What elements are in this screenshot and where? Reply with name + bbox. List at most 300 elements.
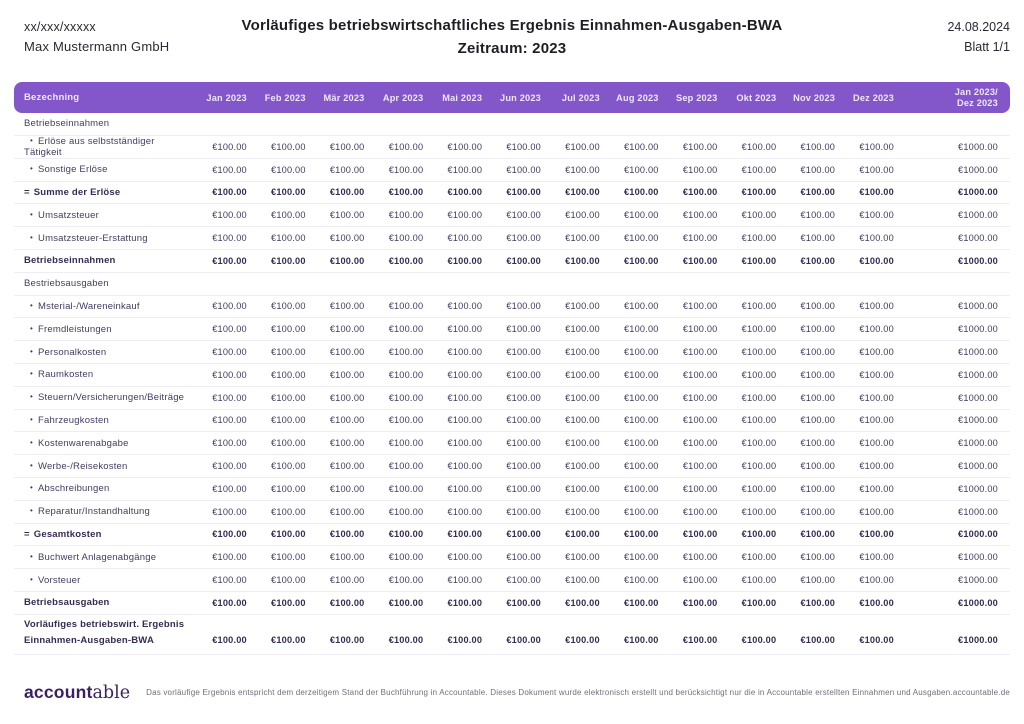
month-value: €100.00 <box>859 461 894 472</box>
month-value: €100.00 <box>271 255 306 266</box>
month-value: €100.00 <box>271 552 306 563</box>
month-value: €100.00 <box>624 233 659 244</box>
equals-sign: = <box>24 528 30 540</box>
month-value: €100.00 <box>859 347 894 358</box>
total-value: €1000.00 <box>958 461 998 472</box>
row-label <box>14 552 192 563</box>
column-header-month: Jun 2023 <box>500 92 541 103</box>
month-value: €100.00 <box>506 597 541 608</box>
row-label-text: Sonstige Erlöse <box>38 164 108 176</box>
month-value: €100.00 <box>447 461 483 472</box>
month-value: €100.00 <box>506 141 541 152</box>
month-value: €100.00 <box>859 301 894 312</box>
month-value: €100.00 <box>741 233 777 244</box>
table-row <box>14 546 1010 569</box>
month-value: €100.00 <box>329 301 365 312</box>
column-header-month: Nov 2023 <box>793 92 836 103</box>
document-meta-left <box>24 20 169 54</box>
month-value: €100.00 <box>624 347 659 358</box>
month-value: €100.00 <box>447 255 483 266</box>
row-label <box>14 324 192 335</box>
document-header <box>0 0 1024 62</box>
month-value: €100.00 <box>859 506 894 517</box>
month-value: €100.00 <box>447 392 483 403</box>
month-value: €100.00 <box>565 575 600 586</box>
row-label <box>14 415 192 426</box>
month-value: €100.00 <box>212 255 247 266</box>
month-value: €100.00 <box>565 369 600 380</box>
month-value: €100.00 <box>682 164 718 175</box>
row-label <box>14 233 192 244</box>
equals-sign: = <box>24 186 30 198</box>
month-value: €100.00 <box>271 141 306 152</box>
month-value: €100.00 <box>212 369 247 380</box>
column-header-month: Mär 2023 <box>323 92 365 103</box>
table-row <box>14 113 1010 136</box>
month-value: €100.00 <box>388 233 424 244</box>
month-value: €100.00 <box>565 324 600 335</box>
month-value: €100.00 <box>506 438 541 449</box>
table-row <box>14 569 1010 592</box>
month-value: €100.00 <box>741 324 777 335</box>
month-value: €100.00 <box>212 233 247 244</box>
month-value: €100.00 <box>271 634 306 645</box>
month-value: €100.00 <box>329 210 365 221</box>
month-value: €100.00 <box>447 164 483 175</box>
month-value: €100.00 <box>624 210 659 221</box>
month-value: €100.00 <box>741 438 777 449</box>
row-label-line: Vorläufiges betriebswirt. Ergebnis <box>24 618 185 630</box>
month-value: €100.00 <box>388 301 424 312</box>
table-row <box>14 341 1010 364</box>
month-value: €100.00 <box>388 483 424 494</box>
month-value: €100.00 <box>271 301 306 312</box>
document-title-block <box>162 17 862 57</box>
month-value: €100.00 <box>624 187 659 198</box>
month-value: €100.00 <box>271 461 306 472</box>
column-header-month: Jul 2023 <box>561 92 600 103</box>
month-value: €100.00 <box>682 506 718 517</box>
document-date: 24.08.2024 <box>947 20 1010 34</box>
month-value: €100.00 <box>329 483 365 494</box>
month-value: €100.00 <box>565 392 600 403</box>
month-value: €100.00 <box>271 347 306 358</box>
month-value: €100.00 <box>800 529 836 540</box>
month-value: €100.00 <box>212 301 247 312</box>
month-value: €100.00 <box>388 392 424 403</box>
month-value: €100.00 <box>565 552 600 563</box>
month-value: €100.00 <box>741 347 777 358</box>
month-value: €100.00 <box>506 575 541 586</box>
month-value: €100.00 <box>212 634 247 645</box>
month-value: €100.00 <box>682 324 718 335</box>
row-label <box>14 506 192 517</box>
month-value: €100.00 <box>271 369 306 380</box>
company-name: Max Mustermann GmbH <box>24 39 170 54</box>
row-label-text: Fremdleistungen <box>38 323 112 335</box>
document-number: xx/xxx/xxxxx <box>24 20 96 34</box>
total-value: €1000.00 <box>958 187 998 198</box>
row-label-text: Fahrzeugkosten <box>38 414 109 426</box>
row-label-text: Abschreibungen <box>38 483 110 495</box>
month-value: €100.00 <box>329 634 365 645</box>
column-header-month: Jan 2023 <box>206 92 247 103</box>
month-value: €100.00 <box>741 301 777 312</box>
bullet-icon: • <box>30 414 34 424</box>
row-label <box>14 575 192 586</box>
table-row <box>14 478 1010 501</box>
month-value: €100.00 <box>506 301 541 312</box>
month-value: €100.00 <box>859 187 894 198</box>
month-value: €100.00 <box>682 141 718 152</box>
row-label <box>14 529 192 540</box>
row-label-text: Summe der Erlöse <box>33 186 121 198</box>
month-value: €100.00 <box>859 552 894 563</box>
row-label: Betriebseinnahmen <box>24 255 116 267</box>
month-value: €100.00 <box>800 575 836 586</box>
month-value: €100.00 <box>624 164 659 175</box>
month-value: €100.00 <box>271 415 306 426</box>
month-value: €100.00 <box>212 187 247 198</box>
month-value: €100.00 <box>800 141 836 152</box>
bullet-icon: • <box>30 483 34 493</box>
row-label-text: Werbe-/Reisekosten <box>38 460 128 472</box>
month-value: €100.00 <box>859 141 894 152</box>
month-value: €100.00 <box>388 575 424 586</box>
row-label-text: Personalkosten <box>38 346 107 358</box>
row-label <box>14 617 192 654</box>
month-value: €100.00 <box>624 575 659 586</box>
month-value: €100.00 <box>800 255 836 266</box>
month-value: €100.00 <box>624 141 659 152</box>
total-value: €1000.00 <box>958 438 998 449</box>
row-label-text: Msterial-/Wareneinkauf <box>38 300 140 312</box>
column-header-month: Mai 2023 <box>442 92 483 103</box>
month-value: €100.00 <box>565 255 600 266</box>
column-header-total-line1: Jan 2023/ <box>954 86 998 97</box>
row-label <box>14 164 192 175</box>
table-row <box>14 159 1010 182</box>
month-value: €100.00 <box>800 369 836 380</box>
month-value: €100.00 <box>800 552 836 563</box>
month-value: €100.00 <box>624 415 659 426</box>
table-row <box>14 318 1010 341</box>
month-value: €100.00 <box>859 369 894 380</box>
month-value: €100.00 <box>271 210 306 221</box>
month-value: €100.00 <box>859 255 894 266</box>
month-value: €100.00 <box>565 634 600 645</box>
row-label-text: Vorsteuer <box>38 574 81 586</box>
month-value: €100.00 <box>800 597 836 608</box>
row-label-text: Umsatzsteuer-Erstattung <box>38 232 148 244</box>
bullet-icon: • <box>30 346 34 356</box>
table-row <box>14 182 1010 205</box>
month-value: €100.00 <box>800 506 836 517</box>
month-value: €100.00 <box>800 438 836 449</box>
month-value: €100.00 <box>329 141 365 152</box>
month-value: €100.00 <box>271 164 306 175</box>
month-value: €100.00 <box>329 529 365 540</box>
row-label-text: Gesamtkosten <box>33 528 102 540</box>
month-value: €100.00 <box>800 210 836 221</box>
column-header-month: Feb 2023 <box>264 92 306 103</box>
table-row <box>14 387 1010 410</box>
month-value: €100.00 <box>329 392 365 403</box>
month-value: €100.00 <box>800 392 836 403</box>
month-value: €100.00 <box>741 552 777 563</box>
month-value: €100.00 <box>741 255 777 266</box>
month-value: €100.00 <box>447 483 483 494</box>
month-value: €100.00 <box>271 575 306 586</box>
month-value: €100.00 <box>624 506 659 517</box>
month-value: €100.00 <box>741 529 777 540</box>
month-value: €100.00 <box>682 210 718 221</box>
row-label <box>14 301 192 312</box>
month-value: €100.00 <box>565 210 600 221</box>
logo-text-serif: able <box>92 683 131 703</box>
month-value: €100.00 <box>506 347 541 358</box>
document-subtitle: Zeitraum: 2023 <box>457 40 567 57</box>
month-value: €100.00 <box>565 415 600 426</box>
bullet-icon: • <box>30 551 34 561</box>
month-value: €100.00 <box>682 552 718 563</box>
table-row <box>14 501 1010 524</box>
table-row <box>14 615 1010 655</box>
month-value: €100.00 <box>447 324 483 335</box>
column-header-month: Sep 2023 <box>676 92 718 103</box>
total-value: €1000.00 <box>958 634 998 645</box>
month-value: €100.00 <box>624 369 659 380</box>
row-label: Betriebseinnahmen <box>24 118 110 130</box>
row-label-text: Kostenwarenabgabe <box>38 437 129 449</box>
total-value: €1000.00 <box>958 529 998 540</box>
sheet-number: Blatt 1/1 <box>964 40 1010 54</box>
month-value: €100.00 <box>624 438 659 449</box>
month-value: €100.00 <box>212 324 247 335</box>
month-value: €100.00 <box>388 461 424 472</box>
month-value: €100.00 <box>800 301 836 312</box>
month-value: €100.00 <box>271 187 306 198</box>
month-value: €100.00 <box>388 506 424 517</box>
month-value: €100.00 <box>741 210 777 221</box>
total-value: €1000.00 <box>958 597 998 608</box>
month-value: €100.00 <box>271 483 306 494</box>
total-value: €1000.00 <box>958 369 998 380</box>
month-value: €100.00 <box>506 392 541 403</box>
month-value: €100.00 <box>859 438 894 449</box>
total-value: €1000.00 <box>958 483 998 494</box>
month-value: €100.00 <box>624 483 659 494</box>
month-value: €100.00 <box>741 506 777 517</box>
month-value: €100.00 <box>565 597 600 608</box>
month-value: €100.00 <box>506 187 541 198</box>
month-value: €100.00 <box>682 255 718 266</box>
month-value: €100.00 <box>388 529 424 540</box>
month-value: €100.00 <box>329 233 365 244</box>
month-value: €100.00 <box>212 552 247 563</box>
total-value: €1000.00 <box>958 324 998 335</box>
month-value: €100.00 <box>506 634 541 645</box>
row-label <box>14 369 192 380</box>
month-value: €100.00 <box>565 483 600 494</box>
total-value: €1000.00 <box>958 347 998 358</box>
month-value: €100.00 <box>565 461 600 472</box>
month-value: €100.00 <box>388 324 424 335</box>
month-value: €100.00 <box>682 187 718 198</box>
bwa-table <box>14 82 1010 655</box>
total-value: €1000.00 <box>958 210 998 221</box>
month-value: €100.00 <box>506 529 541 540</box>
month-value: €100.00 <box>388 347 424 358</box>
month-value: €100.00 <box>447 575 483 586</box>
row-label <box>14 136 192 158</box>
month-value: €100.00 <box>212 210 247 221</box>
row-label-text: Buchwert Anlagenabgänge <box>38 551 157 563</box>
document-footer <box>14 682 1010 703</box>
bullet-icon: • <box>30 574 34 584</box>
table-row <box>14 136 1010 159</box>
month-value: €100.00 <box>329 552 365 563</box>
month-value: €100.00 <box>624 597 659 608</box>
month-value: €100.00 <box>800 415 836 426</box>
month-value: €100.00 <box>682 347 718 358</box>
month-value: €100.00 <box>741 164 777 175</box>
month-value: €100.00 <box>212 483 247 494</box>
row-label-text: Umsatzsteuer <box>38 209 100 221</box>
month-value: €100.00 <box>212 141 247 152</box>
month-value: €100.00 <box>682 233 718 244</box>
month-value: €100.00 <box>682 415 718 426</box>
month-value: €100.00 <box>800 233 836 244</box>
bullet-icon: • <box>30 232 34 242</box>
month-value: €100.00 <box>741 392 777 403</box>
month-value: €100.00 <box>859 233 894 244</box>
month-value: €100.00 <box>506 483 541 494</box>
row-label: Bestriebsausgaben <box>24 278 109 290</box>
month-value: €100.00 <box>506 369 541 380</box>
month-value: €100.00 <box>741 141 777 152</box>
month-value: €100.00 <box>741 483 777 494</box>
month-value: €100.00 <box>800 324 836 335</box>
month-value: €100.00 <box>329 438 365 449</box>
row-label <box>14 347 192 358</box>
row-label <box>14 461 192 472</box>
month-value: €100.00 <box>624 324 659 335</box>
month-value: €100.00 <box>212 347 247 358</box>
total-value: €1000.00 <box>958 552 998 563</box>
table-row <box>14 432 1010 455</box>
month-value: €100.00 <box>506 461 541 472</box>
month-value: €100.00 <box>565 187 600 198</box>
month-value: €100.00 <box>388 255 424 266</box>
month-value: €100.00 <box>506 324 541 335</box>
month-value: €100.00 <box>859 164 894 175</box>
month-value: €100.00 <box>565 506 600 517</box>
month-value: €100.00 <box>682 461 718 472</box>
month-value: €100.00 <box>859 210 894 221</box>
month-value: €100.00 <box>624 461 659 472</box>
bullet-icon: • <box>30 300 34 310</box>
month-value: €100.00 <box>506 415 541 426</box>
bullet-icon: • <box>30 460 34 470</box>
month-value: €100.00 <box>741 415 777 426</box>
month-value: €100.00 <box>506 233 541 244</box>
document-title: Vorläufiges betriebswirtschaftliches Ergebnis Einnahmen-Ausgaben-BWA <box>241 17 783 34</box>
month-value: €100.00 <box>682 392 718 403</box>
row-label <box>14 392 192 403</box>
month-value: €100.00 <box>388 210 424 221</box>
month-value: €100.00 <box>447 233 483 244</box>
column-header-month: Aug 2023 <box>616 92 659 103</box>
month-value: €100.00 <box>565 438 600 449</box>
row-label-line: Einnahmen-Ausgaben-BWA <box>24 634 155 646</box>
month-value: €100.00 <box>447 438 483 449</box>
month-value: €100.00 <box>859 415 894 426</box>
column-header-month: Okt 2023 <box>736 92 777 103</box>
bullet-icon: • <box>30 437 34 447</box>
table-row <box>14 364 1010 387</box>
month-value: €100.00 <box>212 415 247 426</box>
month-value: €100.00 <box>859 324 894 335</box>
bullet-icon: • <box>30 506 34 516</box>
table-row <box>14 592 1010 615</box>
month-value: €100.00 <box>447 597 483 608</box>
footer-website: accountable.de <box>952 688 1010 697</box>
month-value: €100.00 <box>682 597 718 608</box>
month-value: €100.00 <box>329 415 365 426</box>
month-value: €100.00 <box>741 369 777 380</box>
month-value: €100.00 <box>329 506 365 517</box>
month-value: €100.00 <box>682 301 718 312</box>
total-value: €1000.00 <box>958 141 998 152</box>
month-value: €100.00 <box>388 552 424 563</box>
month-value: €100.00 <box>447 415 483 426</box>
month-value: €100.00 <box>506 210 541 221</box>
month-value: €100.00 <box>624 634 659 645</box>
month-value: €100.00 <box>271 392 306 403</box>
month-value: €100.00 <box>624 255 659 266</box>
month-value: €100.00 <box>212 392 247 403</box>
table-row <box>14 227 1010 250</box>
month-value: €100.00 <box>329 461 365 472</box>
column-header-label: Bezechning <box>24 92 80 103</box>
month-value: €100.00 <box>741 597 777 608</box>
month-value: €100.00 <box>800 164 836 175</box>
month-value: €100.00 <box>447 369 483 380</box>
month-value: €100.00 <box>565 347 600 358</box>
total-value: €1000.00 <box>958 415 998 426</box>
month-value: €100.00 <box>212 438 247 449</box>
bullet-icon: • <box>30 135 34 145</box>
month-value: €100.00 <box>859 392 894 403</box>
month-value: €100.00 <box>329 347 365 358</box>
month-value: €100.00 <box>506 255 541 266</box>
month-value: €100.00 <box>447 141 483 152</box>
table-row <box>14 524 1010 547</box>
month-value: €100.00 <box>682 369 718 380</box>
row-label <box>14 210 192 221</box>
row-label <box>14 187 192 198</box>
month-value: €100.00 <box>682 575 718 586</box>
logo-text-bold: account <box>24 682 93 702</box>
total-value: €1000.00 <box>958 301 998 312</box>
row-label <box>14 438 192 449</box>
row-label-text: Raumkosten <box>38 369 94 381</box>
month-value: €100.00 <box>800 634 836 645</box>
month-value: €100.00 <box>329 369 365 380</box>
total-value: €1000.00 <box>958 255 998 266</box>
table-row <box>14 273 1010 296</box>
